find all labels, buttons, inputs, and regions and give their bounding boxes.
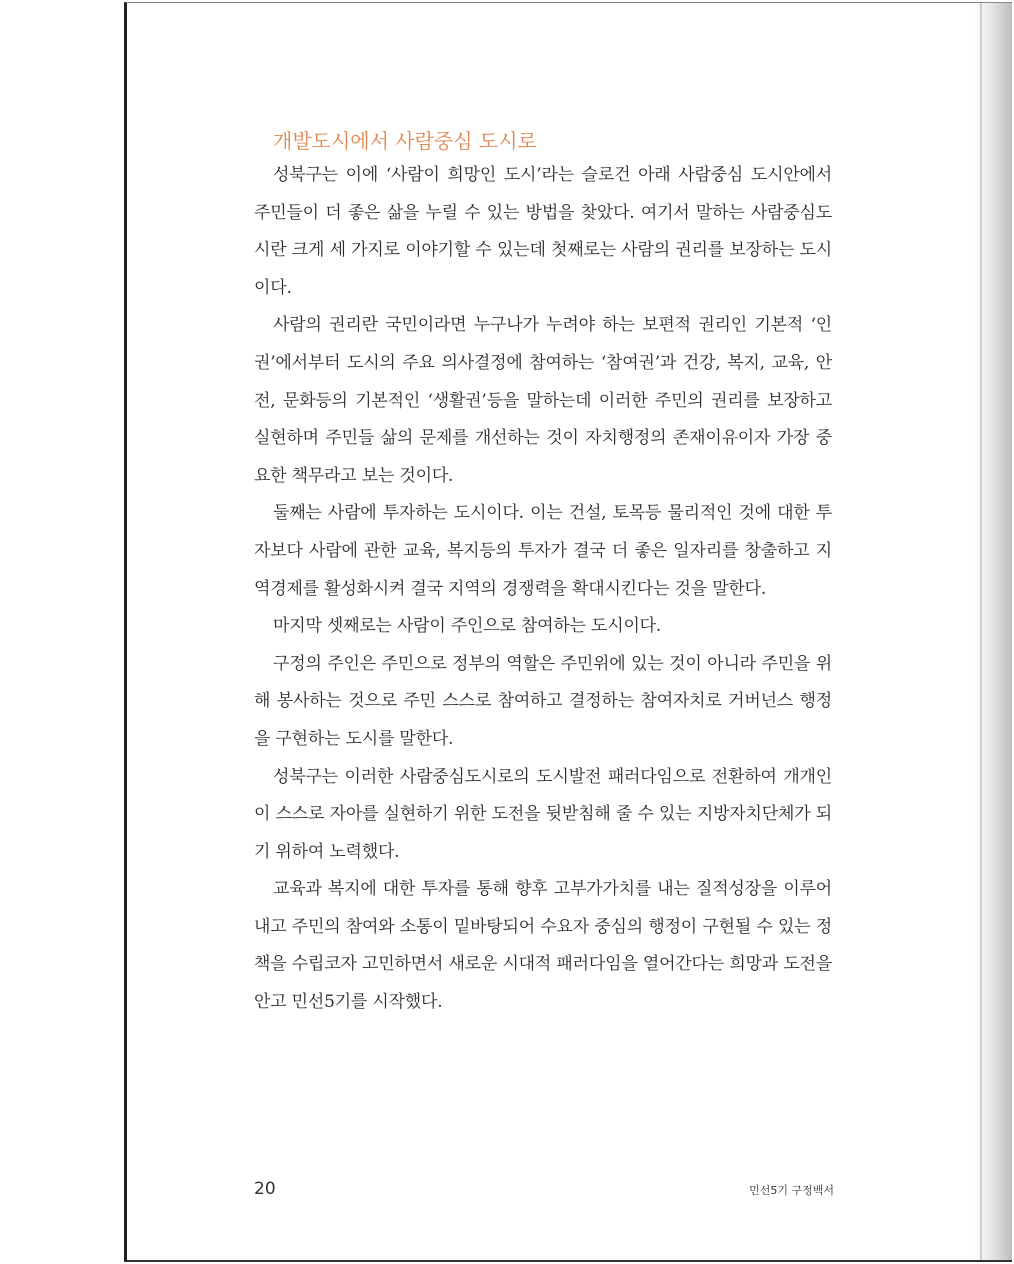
paragraph-5: 구정의 주인은 주민으로 정부의 역할은 주민위에 있는 것이 아니라 주민을 위해 봉사하는 것으로 주민 스스로 참여하고 결정하는 참여자치로 거버넌스 행정을 구현하는 도시를 말한다. <box>254 653 832 749</box>
running-footer-title: 민선5기 구정백서 <box>749 1184 834 1197</box>
document-page <box>124 2 1012 1262</box>
section-heading: 개발도시에서 사람중심 도시로 <box>273 129 537 153</box>
paragraph-7: 교육과 복지에 대한 투자를 통해 향후 고부가가치를 내는 질적성장을 이루어내고 주민의 참여와 소통이 밑바탕되어 수요자 중심의 행정이 구현될 수 있는 정책을 수립코자 고민하면서 새로운 시대적 패러다임을 열어간다는 희망과 도전을 안고 민선5기를 시작했다. <box>254 879 832 1013</box>
paragraph-1: 성북구는 이에 ‘사람이 희망인 도시’라는 슬로건 아래 사람중심 도시안에서 주민들이 더 좋은 삶을 누릴 수 있는 방법을 찾았다. 여기서 말하는 사람중심도시란 크게 세 가지로 이야기할 수 있는데 첫째로는 사람의 권리를 보장하는 도시이다. <box>254 165 832 298</box>
body-text <box>254 157 832 1022</box>
paragraph-4: 마지막 셋째로는 사람이 주인으로 참여하는 도시이다. <box>273 616 662 637</box>
page-number: 20 <box>254 1179 276 1199</box>
page-edge-shadow <box>974 3 1012 1260</box>
paragraph-2: 사람의 권리란 국민이라면 누구나가 누려야 하는 보편적 권리인 기본적 ‘인권’에서부터 도시의 주요 의사결정에 참여하는 ‘참여권’과 건강, 복지, 교육, 안전, 문화등의 기본적인 ‘생활권’등을 말하는데 이러한 주민의 권리를 보장하고 실현하며 주민들 삶의 문제를 개선하는 것이 자치행정의 존재이유이자 가장 중요한 책무라고 보는 것이다. <box>254 315 832 486</box>
paragraph-3: 둘째는 사람에 투자하는 도시이다. 이는 건설, 토목등 물리적인 것에 대한 투자보다 사람에 관한 교육, 복지등의 투자가 결국 더 좋은 일자리를 창출하고 지역경제를 활성화시켜 결국 지역의 경쟁력을 확대시킨다는 것을 말한다. <box>254 503 832 599</box>
paragraph-6: 성북구는 이러한 사람중심도시로의 도시발전 패러다임으로 전환하여 개개인이 스스로 자아를 실현하기 위한 도전을 뒷받침해 줄 수 있는 지방자치단체가 되기 위하여 노력했다. <box>254 766 832 862</box>
